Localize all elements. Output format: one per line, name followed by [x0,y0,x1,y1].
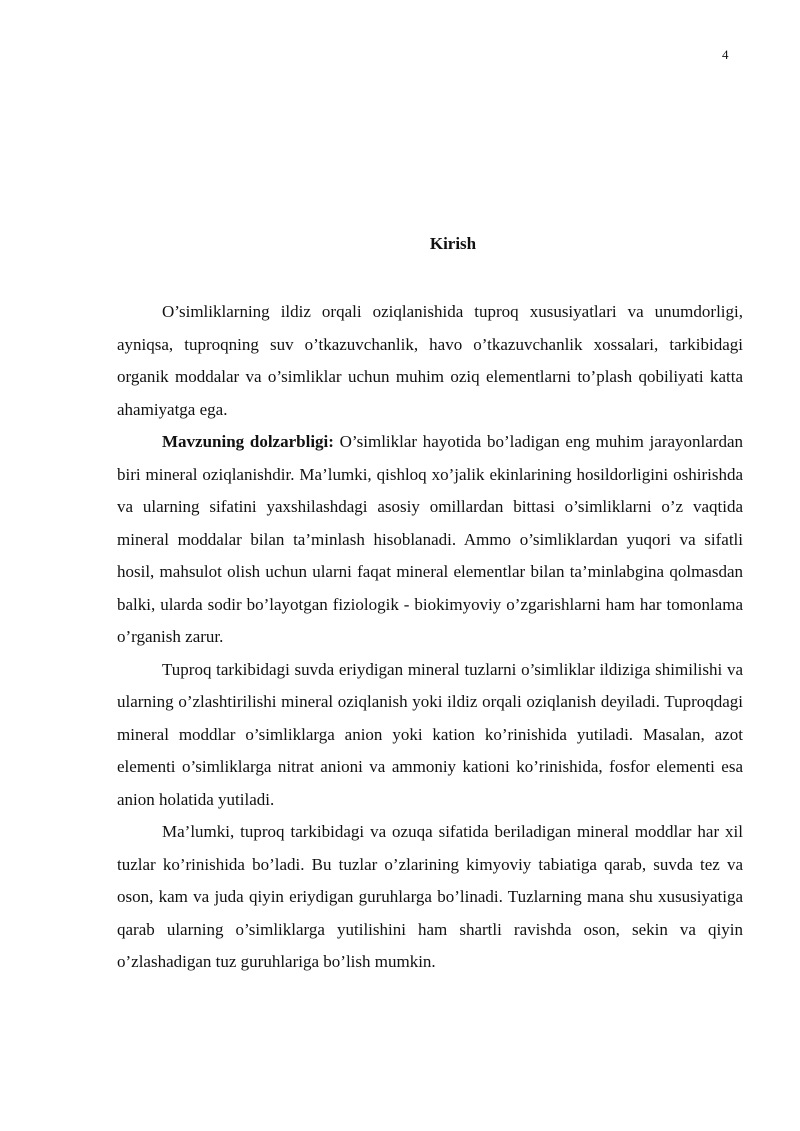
page-number: 4 [722,47,729,62]
paragraph-text: Tuproq tarkibidagi suvda eriydigan mineral tuzlarni o’simliklar ildiziga shimilishi va ularning o’zlashtirilishi mineral oziqlanish yoki ildiz orqali oziqlanish deyiladi. Tuproqdagi mineral moddlar o’simliklarga anion yoki kation ko’rinishida yutiladi. Masalan, azot elementi o’simliklarga nitrat anioni va ammoniy kationi ko’rinishida, fosfor elementi esa anion holatida yutiladi. [117,659,743,809]
section-title: Kirish [429,234,477,253]
paragraph-text: O’simliklarning ildiz orqali oziqlanishida tuproq xususiyatlari va unumdorligi, ayniqsa, tuproqning suv o’tkazuvchanlik, havo o’tkazuvchanlik xossalari, tarkibidagi organik moddalar va o’simliklar uchun muhim oziq elementlarni to’plash qobiliyati katta ahamiyatga ega. [117,302,743,419]
paragraph-text: Ma’lumki, tuproq tarkibidagi va ozuqa sifatida beriladigan mineral moddlar har xil tuzlar ko’rinishida bo’ladi. Bu tuzlar o’zlarining kimyoviy tabiatiga qarab, suvda tez va oson, kam va juda qiyin eriydigan guruhlarga bo’linadi. Tuzlarning mana shu xususiyatiga qarab ularning o’simliklarga yutilishini ham shartli ravishda oson, sekin va qiyin o’zlashadigan tuz guruhlariga bo’lish mumkin. [117,822,743,971]
paragraph-text: O’simliklar hayotida bo’ladigan eng muhim jarayonlardan biri mineral oziqlanishdir. Ma’lumki, qishloq xo’jalik ekinlarining hosildorligini oshirishda va ularning sifatini yaxshilashdagi asosiy omillardan bittasi o’simliklarni o’z vaqtida mineral moddalar bilan ta’minlash hisoblanadi. Ammo o’simliklardan yuqori va sifatli hosil, mahsulot olish uchun ularni faqat mineral elementlar bilan ta’minlabgina qolmasdan balki, ularda sodir bo’layotgan fiziologik - biokimyoviy o’zgarishlarni ham har tomonlama o’rganish zarur. [117,432,743,646]
paragraph-lead: Mavzuning dolzarbligi: [162,432,334,451]
paragraph-relevance [117,426,743,654]
paragraph-mineral-absorption [117,654,743,817]
paragraph-intro [117,296,743,426]
body-text [117,296,743,979]
paragraph-salt-groups [117,816,743,979]
